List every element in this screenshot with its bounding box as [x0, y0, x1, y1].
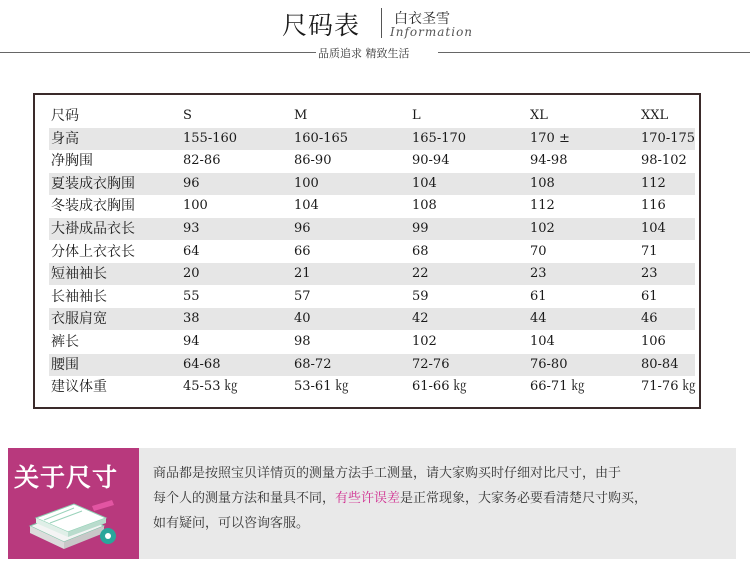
row-label: 夏装成衣胸围	[51, 175, 135, 192]
row-label: 短袖袖长	[51, 266, 107, 283]
table-cell: 170-175	[641, 130, 696, 146]
table-cell: 98-102	[641, 153, 687, 169]
table-cell: 42	[412, 311, 429, 327]
table-cell: 57	[294, 288, 311, 304]
about-size-title: 关于尺寸	[14, 463, 119, 492]
row-label: 腰围	[51, 356, 79, 373]
about-size-panel	[8, 448, 139, 559]
table-cell: 66-71 ㎏	[530, 379, 585, 395]
row-label: 冬装成衣胸围	[51, 198, 135, 215]
table-cell: XXL	[641, 108, 669, 123]
table-cell: 100	[183, 198, 208, 214]
row-label: 大褂成品衣长	[51, 221, 135, 237]
table-row	[49, 218, 695, 240]
brand-name: 白衣圣雪	[394, 11, 450, 27]
table-cell: 66	[294, 243, 311, 259]
table-row	[49, 286, 695, 308]
table-cell: 104	[641, 221, 666, 236]
table-cell: 94-98	[530, 153, 568, 169]
about-line-2-start: 每个人的测量方法和量具不同，	[153, 491, 336, 506]
table-cell: 104	[412, 175, 437, 191]
table-cell: 40	[294, 311, 311, 327]
table-row	[49, 150, 695, 172]
table-cell: 93	[183, 221, 200, 236]
table-cell: 102	[530, 221, 555, 236]
table-cell: 72-76	[412, 356, 450, 372]
row-label: 衣服肩宽	[51, 311, 107, 328]
table-row	[49, 241, 695, 263]
table-row	[49, 308, 695, 330]
row-label: 净胸围	[51, 153, 93, 170]
table-cell: 46	[641, 311, 658, 327]
about-highlight: 有些许误差	[335, 491, 401, 506]
header-rule-left	[0, 52, 316, 53]
books-icon	[26, 496, 122, 554]
table-cell: 170 ±	[530, 130, 570, 146]
table-cell: 86-90	[294, 153, 332, 169]
table-cell: 108	[412, 198, 437, 214]
table-cell: 68-72	[294, 356, 332, 372]
table-cell: 100	[294, 175, 319, 191]
table-cell: 45-53 ㎏	[183, 379, 238, 395]
table-row	[49, 128, 695, 150]
table-cell: 82-86	[183, 153, 221, 169]
brand-subtitle: Information	[390, 25, 474, 39]
row-label: 长袖袖长	[51, 288, 107, 305]
row-label: 裤长	[51, 334, 79, 350]
table-cell: 108	[530, 175, 555, 191]
table-cell: 96	[294, 221, 311, 236]
table-cell: 55	[183, 288, 200, 304]
table-cell: 61	[530, 288, 547, 304]
table-cell: 96	[183, 175, 200, 191]
row-label: 尺码	[51, 108, 79, 124]
table-cell: 94	[183, 334, 200, 349]
table-cell: 53-61 ㎏	[294, 379, 349, 395]
table-cell: 98	[294, 334, 311, 349]
about-line-2	[153, 487, 647, 512]
table-row	[49, 263, 695, 285]
table-cell: 71-76 ㎏	[641, 379, 696, 395]
table-cell: 68	[412, 243, 429, 259]
table-cell: 116	[641, 198, 666, 214]
table-cell: 76-80	[530, 356, 568, 372]
table-cell: 23	[530, 266, 547, 282]
size-chart-table	[33, 93, 701, 409]
page-header	[0, 0, 750, 70]
table-cell: 20	[183, 266, 200, 282]
table-cell: 112	[641, 175, 666, 191]
table-row	[49, 354, 695, 376]
about-line-2-end: 是正常现象，大家务必要看清楚尺寸购买，	[400, 491, 648, 506]
title-divider	[381, 8, 382, 38]
about-size-section	[8, 448, 736, 559]
table-cell: 106	[641, 334, 666, 349]
table-cell: 155-160	[183, 130, 238, 146]
table-cell: 44	[530, 311, 547, 327]
table-cell: XL	[530, 108, 548, 123]
table-cell: 21	[294, 266, 311, 282]
table-cell: 59	[412, 288, 429, 304]
table-cell: 70	[530, 243, 547, 259]
table-cell: 104	[294, 198, 319, 214]
table-row	[49, 173, 695, 195]
table-cell: 23	[641, 266, 658, 282]
table-cell: 64	[183, 243, 200, 259]
row-label: 身高	[51, 130, 79, 147]
table-cell: 90-94	[412, 153, 450, 169]
table-cell: 61	[641, 288, 658, 304]
table-cell: 38	[183, 311, 200, 327]
table-cell: 64-68	[183, 356, 221, 372]
table-cell: 99	[412, 221, 429, 236]
table-cell: L	[412, 108, 421, 123]
about-line-1: 商品都是按照宝贝详情页的测量方法手工测量，请大家购买时仔细对比尺寸，由于	[153, 466, 622, 481]
table-cell: 160-165	[294, 130, 349, 146]
table-cell: 71	[641, 243, 658, 259]
table-cell: S	[183, 108, 192, 123]
table-cell: 104	[530, 334, 555, 349]
row-label: 建议体重	[51, 379, 107, 396]
page-title: 尺码表	[282, 11, 361, 40]
table-cell: 22	[412, 266, 429, 282]
header-rule-right	[438, 52, 750, 53]
about-line-3: 如有疑问，可以咨询客服。	[153, 516, 310, 531]
table-row	[49, 376, 695, 398]
table-cell: 61-66 ㎏	[412, 379, 467, 395]
table-row	[49, 331, 695, 353]
table-cell: 165-170	[412, 130, 467, 146]
table-row	[49, 105, 695, 127]
table-row	[49, 195, 695, 217]
table-cell: 102	[412, 334, 437, 349]
table-cell: 112	[530, 198, 555, 214]
table-cell: M	[294, 108, 308, 123]
row-label: 分体上衣衣长	[51, 243, 135, 260]
table-cell: 80-84	[641, 356, 679, 372]
tagline: 品质追求 精致生活	[318, 47, 410, 60]
